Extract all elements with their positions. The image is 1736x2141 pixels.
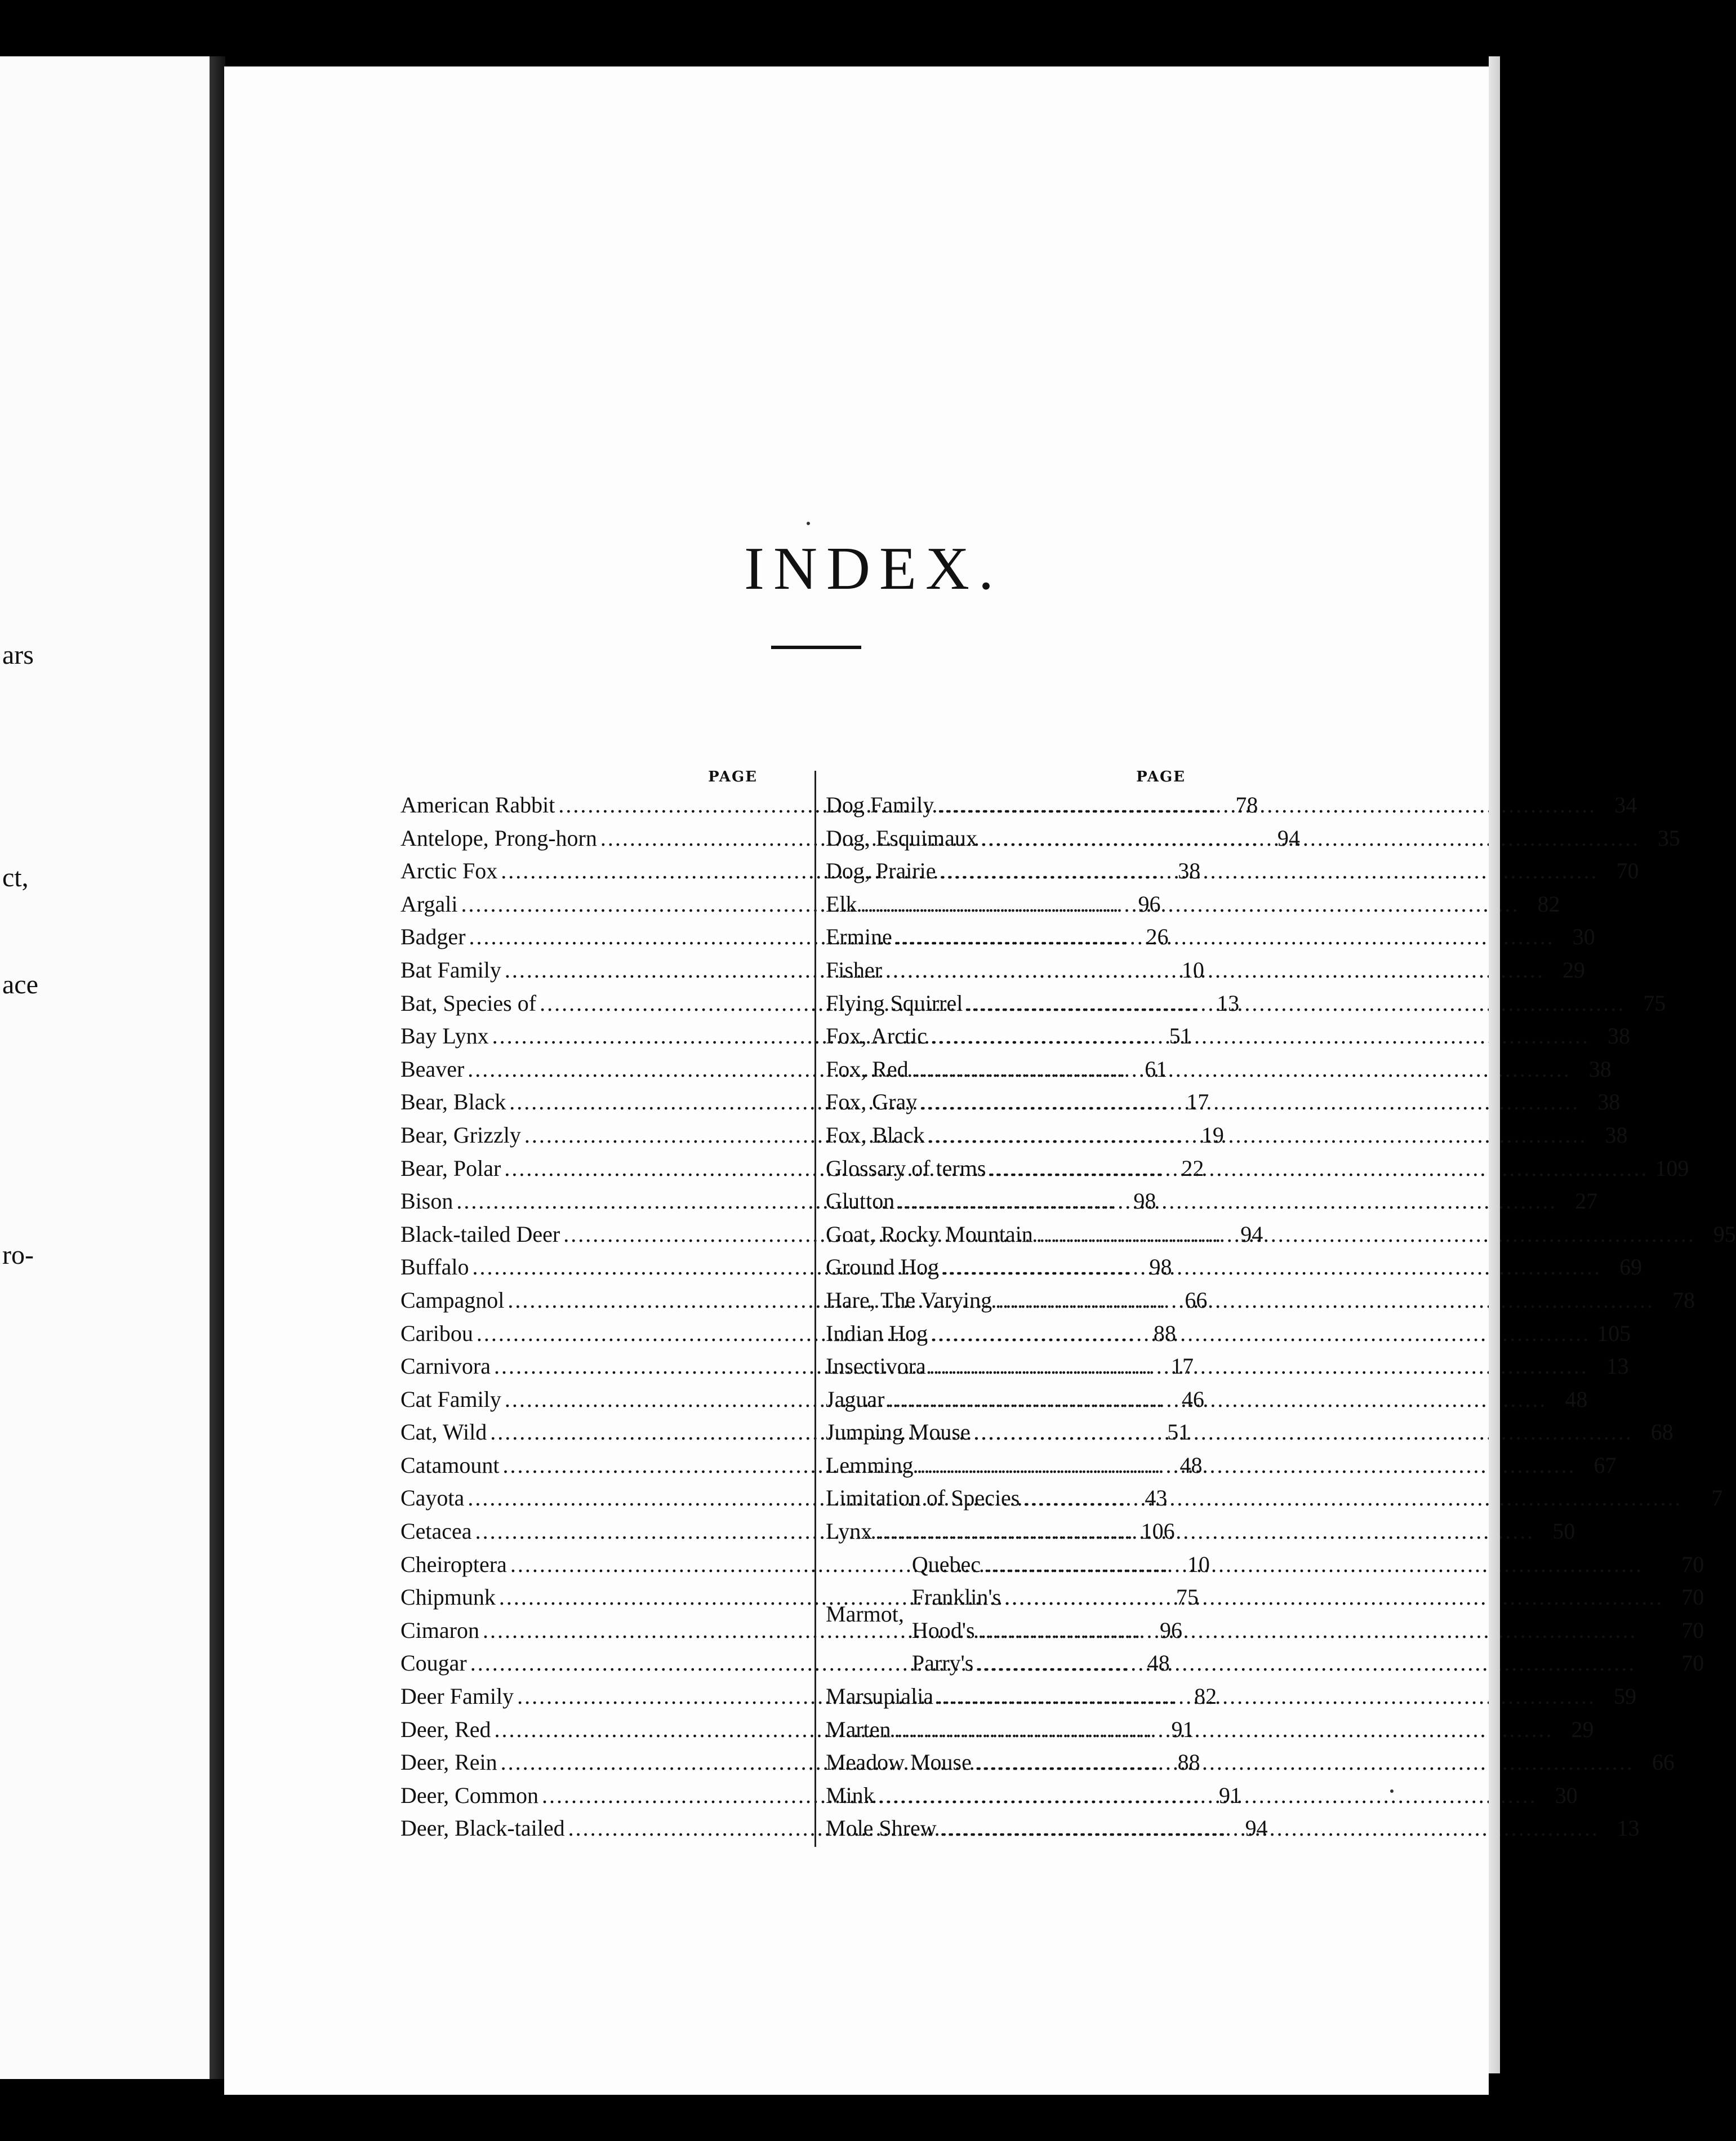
index-entry-page: 96 <box>1138 891 1161 917</box>
index-entry-name: Fox, Gray <box>826 1089 918 1115</box>
index-entry-name: Badger <box>400 924 466 950</box>
index-entry-page: 10 <box>1187 1551 1210 1577</box>
index-entry-page: 70 <box>1616 858 1639 884</box>
index-entry <box>912 1548 1704 1582</box>
column-divider <box>814 771 816 1847</box>
index-entry-name: Ground Hog <box>826 1254 940 1280</box>
index-entry-name: Antelope, Prong-horn <box>400 825 597 851</box>
dot-leader <box>875 1515 1534 1548</box>
index-entry-name: Fox, Arctic <box>826 1023 927 1049</box>
dot-leader <box>1023 1482 1682 1515</box>
index-entry-name: Bat, Species of <box>400 990 537 1016</box>
index-entry-page: 75 <box>1176 1584 1199 1610</box>
index-entry-page: 43 <box>1145 1485 1168 1511</box>
dot-leader <box>995 1284 1654 1317</box>
index-entry-name: Mink <box>826 1782 875 1808</box>
index-entry-name: Catamount <box>400 1452 500 1478</box>
dot-leader <box>878 1779 1537 1813</box>
left-page-fragment: ro- <box>2 1240 34 1270</box>
index-entry-name: Jaguar <box>826 1386 885 1412</box>
ink-speck <box>807 522 810 525</box>
index-entry-name: Caribou <box>400 1320 473 1346</box>
index-entry-name: Glutton <box>826 1188 895 1214</box>
index-entry-page: 38 <box>1178 858 1201 884</box>
page-title: INDEX. <box>744 535 1003 602</box>
index-entry-page: 69 <box>1619 1254 1642 1280</box>
index-entry-name: Flying Squirrel <box>826 990 963 1016</box>
index-entry-name: Cetacea <box>400 1518 472 1544</box>
index-entry-name: Deer, Common <box>400 1782 539 1808</box>
index-entry-page: 75 <box>1643 990 1666 1016</box>
index-entry-name: Marten <box>826 1716 891 1742</box>
index-entry-page: 27 <box>1575 1188 1598 1214</box>
index-entry-page: 22 <box>1181 1155 1204 1181</box>
index-entry-name: Bay Lynx <box>400 1023 489 1049</box>
index-entry-name: Bat Family <box>400 957 501 983</box>
dot-leader <box>966 987 1625 1020</box>
index-entry-name: Argali <box>400 891 458 917</box>
index-entry-name: Elk <box>826 891 857 917</box>
index-entry-page: 46 <box>1181 1386 1204 1412</box>
dot-leader <box>920 1086 1579 1119</box>
index-entry-name: Deer, Rein <box>400 1749 497 1775</box>
index-entry-name: Campagnol <box>400 1287 505 1313</box>
index-entry-page: 13 <box>1617 1815 1640 1841</box>
index-entry-page: 94 <box>1240 1221 1263 1247</box>
index-entry-page: 17 <box>1186 1089 1209 1115</box>
index-entry-page: 19 <box>1201 1122 1224 1148</box>
index-entry-name: Jumping Mouse <box>826 1419 971 1445</box>
index-entry-page: 91 <box>1219 1782 1242 1808</box>
index-entry-page: 105 <box>1597 1320 1631 1346</box>
index-entry-page: 51 <box>1169 1023 1192 1049</box>
index-entry-name: Indian Hog <box>826 1320 928 1346</box>
dot-leader <box>984 1548 1663 1582</box>
index-entry-page: 29 <box>1571 1716 1594 1742</box>
index-entry-name: Carnivora <box>400 1353 491 1379</box>
index-entry-page: 38 <box>1607 1023 1630 1049</box>
marmot-sub-entries <box>912 1548 1704 1680</box>
page-column-heading: PAGE <box>1136 769 1186 785</box>
index-entry <box>912 1581 1704 1614</box>
index-entry-name: Dog, Esquimaux <box>826 825 977 851</box>
index-entry-name: Cimaron <box>400 1617 479 1643</box>
index-entry-name: Fox, Red <box>826 1056 909 1082</box>
index-entry-page: 70 <box>1681 1551 1704 1577</box>
page-column-heading: PAGE <box>708 769 758 785</box>
index-entry-page: 13 <box>1217 990 1240 1016</box>
dot-leader <box>1004 1581 1663 1614</box>
dot-leader <box>974 1416 1633 1449</box>
index-entry-name: Hood's <box>911 1617 975 1643</box>
index-entry-name: Bear, Grizzly <box>400 1122 521 1148</box>
index-entry <box>826 1251 1642 1284</box>
index-entry-name: Parry's <box>911 1650 974 1676</box>
index-entry-page: 70 <box>1681 1650 1704 1676</box>
index-entry-name: Meadow Mouse <box>826 1749 972 1775</box>
index-entry-page: 48 <box>1147 1650 1170 1676</box>
index-entry-page: 98 <box>1149 1254 1172 1280</box>
index-entry-page: 51 <box>1167 1419 1190 1445</box>
index-entry-name: Lemming <box>826 1452 914 1478</box>
index-entry-page: 30 <box>1555 1782 1578 1808</box>
index-entry <box>826 1416 1673 1449</box>
index-entry-page: 35 <box>1657 825 1680 851</box>
index-entry-page: 48 <box>1565 1386 1588 1412</box>
left-page-fragment: ct, <box>2 863 29 892</box>
index-entry <box>826 1317 1631 1351</box>
index-entry-name: Cat, Wild <box>400 1419 487 1445</box>
dot-leader <box>977 1647 1663 1680</box>
index-entry-page: 94 <box>1277 825 1300 851</box>
index-entry-page: 66 <box>1652 1749 1675 1775</box>
index-entry-page: 30 <box>1572 924 1595 950</box>
dot-leader <box>885 954 1544 987</box>
book-gutter <box>210 56 225 2079</box>
index-entry-page: 88 <box>1177 1749 1200 1775</box>
index-entry-name: Marsupialia <box>826 1684 934 1709</box>
index-entry-page: 26 <box>1146 924 1169 950</box>
dot-leader <box>917 1449 1576 1482</box>
index-entry-name: Fisher <box>826 957 882 983</box>
index-entry <box>826 1515 1575 1548</box>
index-entry-name: Deer Family <box>400 1684 514 1709</box>
index-entry-page: 59 <box>1614 1684 1637 1709</box>
index-entry-page: 98 <box>1133 1188 1156 1214</box>
index-entry-name: Chipmunk <box>400 1584 496 1610</box>
index-entry-name: Bear, Polar <box>400 1155 501 1181</box>
page-edge <box>1489 56 1500 2073</box>
index-entry-name: Goat, Rocky Mountain <box>826 1221 1033 1247</box>
index-entry-name: Beaver <box>400 1056 465 1082</box>
index-entry-page: 109 <box>1655 1155 1689 1181</box>
index-entry-page: 70 <box>1681 1617 1704 1643</box>
dot-leader <box>898 1185 1557 1218</box>
index-entry-page: 67 <box>1593 1452 1617 1478</box>
index-entry-name: Lynx <box>826 1518 873 1544</box>
dot-leader <box>896 921 1555 954</box>
marmot-label: Marmot, <box>826 1601 904 1627</box>
index-entry <box>826 888 1560 921</box>
dot-leader <box>1036 1218 1695 1251</box>
index-entry-name: Black-tailed Deer <box>400 1221 560 1247</box>
index-entry-page: 17 <box>1170 1353 1194 1379</box>
left-page-fragment: ace <box>2 970 38 1000</box>
index-entry-page: 82 <box>1194 1684 1217 1709</box>
index-entry-name: Cayota <box>400 1485 465 1511</box>
index-entry-page: 13 <box>1606 1353 1629 1379</box>
index-entry-name: Glossary of terms <box>826 1155 986 1181</box>
index-page <box>224 66 1736 2095</box>
index-entry-page: 7 <box>1711 1485 1723 1511</box>
index-entry <box>912 1647 1704 1680</box>
index-entry <box>826 1053 1612 1086</box>
index-entry-name: Ermine <box>826 924 892 950</box>
index-entry-page: 66 <box>1185 1287 1208 1313</box>
index-entry-name: Mole Shrew <box>826 1815 937 1841</box>
dot-leader <box>942 1251 1601 1284</box>
index-entry-page: 78 <box>1235 792 1258 818</box>
dot-leader <box>894 1713 1554 1747</box>
index-entry <box>826 1185 1598 1218</box>
index-entry-name: Franklin's <box>911 1584 1001 1610</box>
index-entry-name: American Rabbit <box>400 792 555 818</box>
index-entry-name: Insectivora <box>826 1353 926 1379</box>
index-entry-name: Dog, Prairie <box>826 858 936 884</box>
index-entry-name: Dog Family <box>826 792 934 818</box>
dot-leader <box>861 888 1520 921</box>
index-entry-page: 38 <box>1588 1056 1612 1082</box>
index-entry <box>826 1020 1630 1053</box>
dot-leader <box>989 1152 1648 1185</box>
index-entry-page: 95 <box>1713 1221 1736 1247</box>
left-page <box>0 56 210 2079</box>
index-entry-name: Bear, Black <box>400 1089 506 1115</box>
index-entry-page: 82 <box>1537 891 1560 917</box>
index-entry-page: 10 <box>1181 957 1204 983</box>
index-entry-page: 48 <box>1179 1452 1203 1478</box>
dot-leader <box>978 1614 1664 1647</box>
index-entry-page: 61 <box>1145 1056 1168 1082</box>
dot-leader <box>912 1053 1571 1086</box>
index-entry-page: 96 <box>1159 1617 1182 1643</box>
index-entry <box>826 921 1595 954</box>
index-entry-page: 29 <box>1563 957 1585 983</box>
index-entry-page: 38 <box>1597 1089 1621 1115</box>
index-entry-page: 34 <box>1614 792 1637 818</box>
index-entry-name: Fox, Black <box>826 1122 925 1148</box>
index-entry-page: 94 <box>1245 1815 1268 1841</box>
index-entry <box>826 1482 1723 1515</box>
dot-leader <box>975 1746 1634 1779</box>
index-entry <box>826 1746 1675 1779</box>
index-entry-name: Hare, The Varying <box>826 1287 992 1313</box>
index-entry-name: Cat Family <box>400 1386 501 1412</box>
index-entry-name: Cheiroptera <box>400 1551 507 1577</box>
index-entry-name: Deer, Red <box>400 1716 491 1742</box>
index-entry-page: 88 <box>1153 1320 1176 1346</box>
index-entry-name: Quebec <box>911 1551 981 1577</box>
index-entry-name: Deer, Black-tailed <box>400 1815 565 1841</box>
index-entry-name: Arctic Fox <box>400 858 498 884</box>
index-entry-page: 106 <box>1141 1518 1175 1544</box>
dot-leader <box>981 822 1640 855</box>
index-entry <box>826 1713 1594 1747</box>
title-rule <box>771 646 861 649</box>
index-entry-page: 38 <box>1605 1122 1628 1148</box>
index-entry-page: 70 <box>1681 1584 1704 1610</box>
index-entry-name: Limitation of Species <box>826 1485 1020 1511</box>
dot-leader <box>940 1812 1599 1845</box>
index-entry-name: Cougar <box>400 1650 467 1676</box>
index-entry-page: 78 <box>1672 1287 1695 1313</box>
left-page-fragment: ars <box>2 640 34 670</box>
index-entry-page: 68 <box>1650 1419 1673 1445</box>
index-entry-name: Bison <box>400 1188 453 1214</box>
index-entry <box>912 1614 1704 1647</box>
index-entry <box>826 1350 1629 1383</box>
index-entry-page: 91 <box>1171 1716 1194 1742</box>
dot-leader <box>888 1383 1547 1416</box>
index-entry-page: 50 <box>1552 1518 1575 1544</box>
index-entry-name: Buffalo <box>400 1254 469 1280</box>
